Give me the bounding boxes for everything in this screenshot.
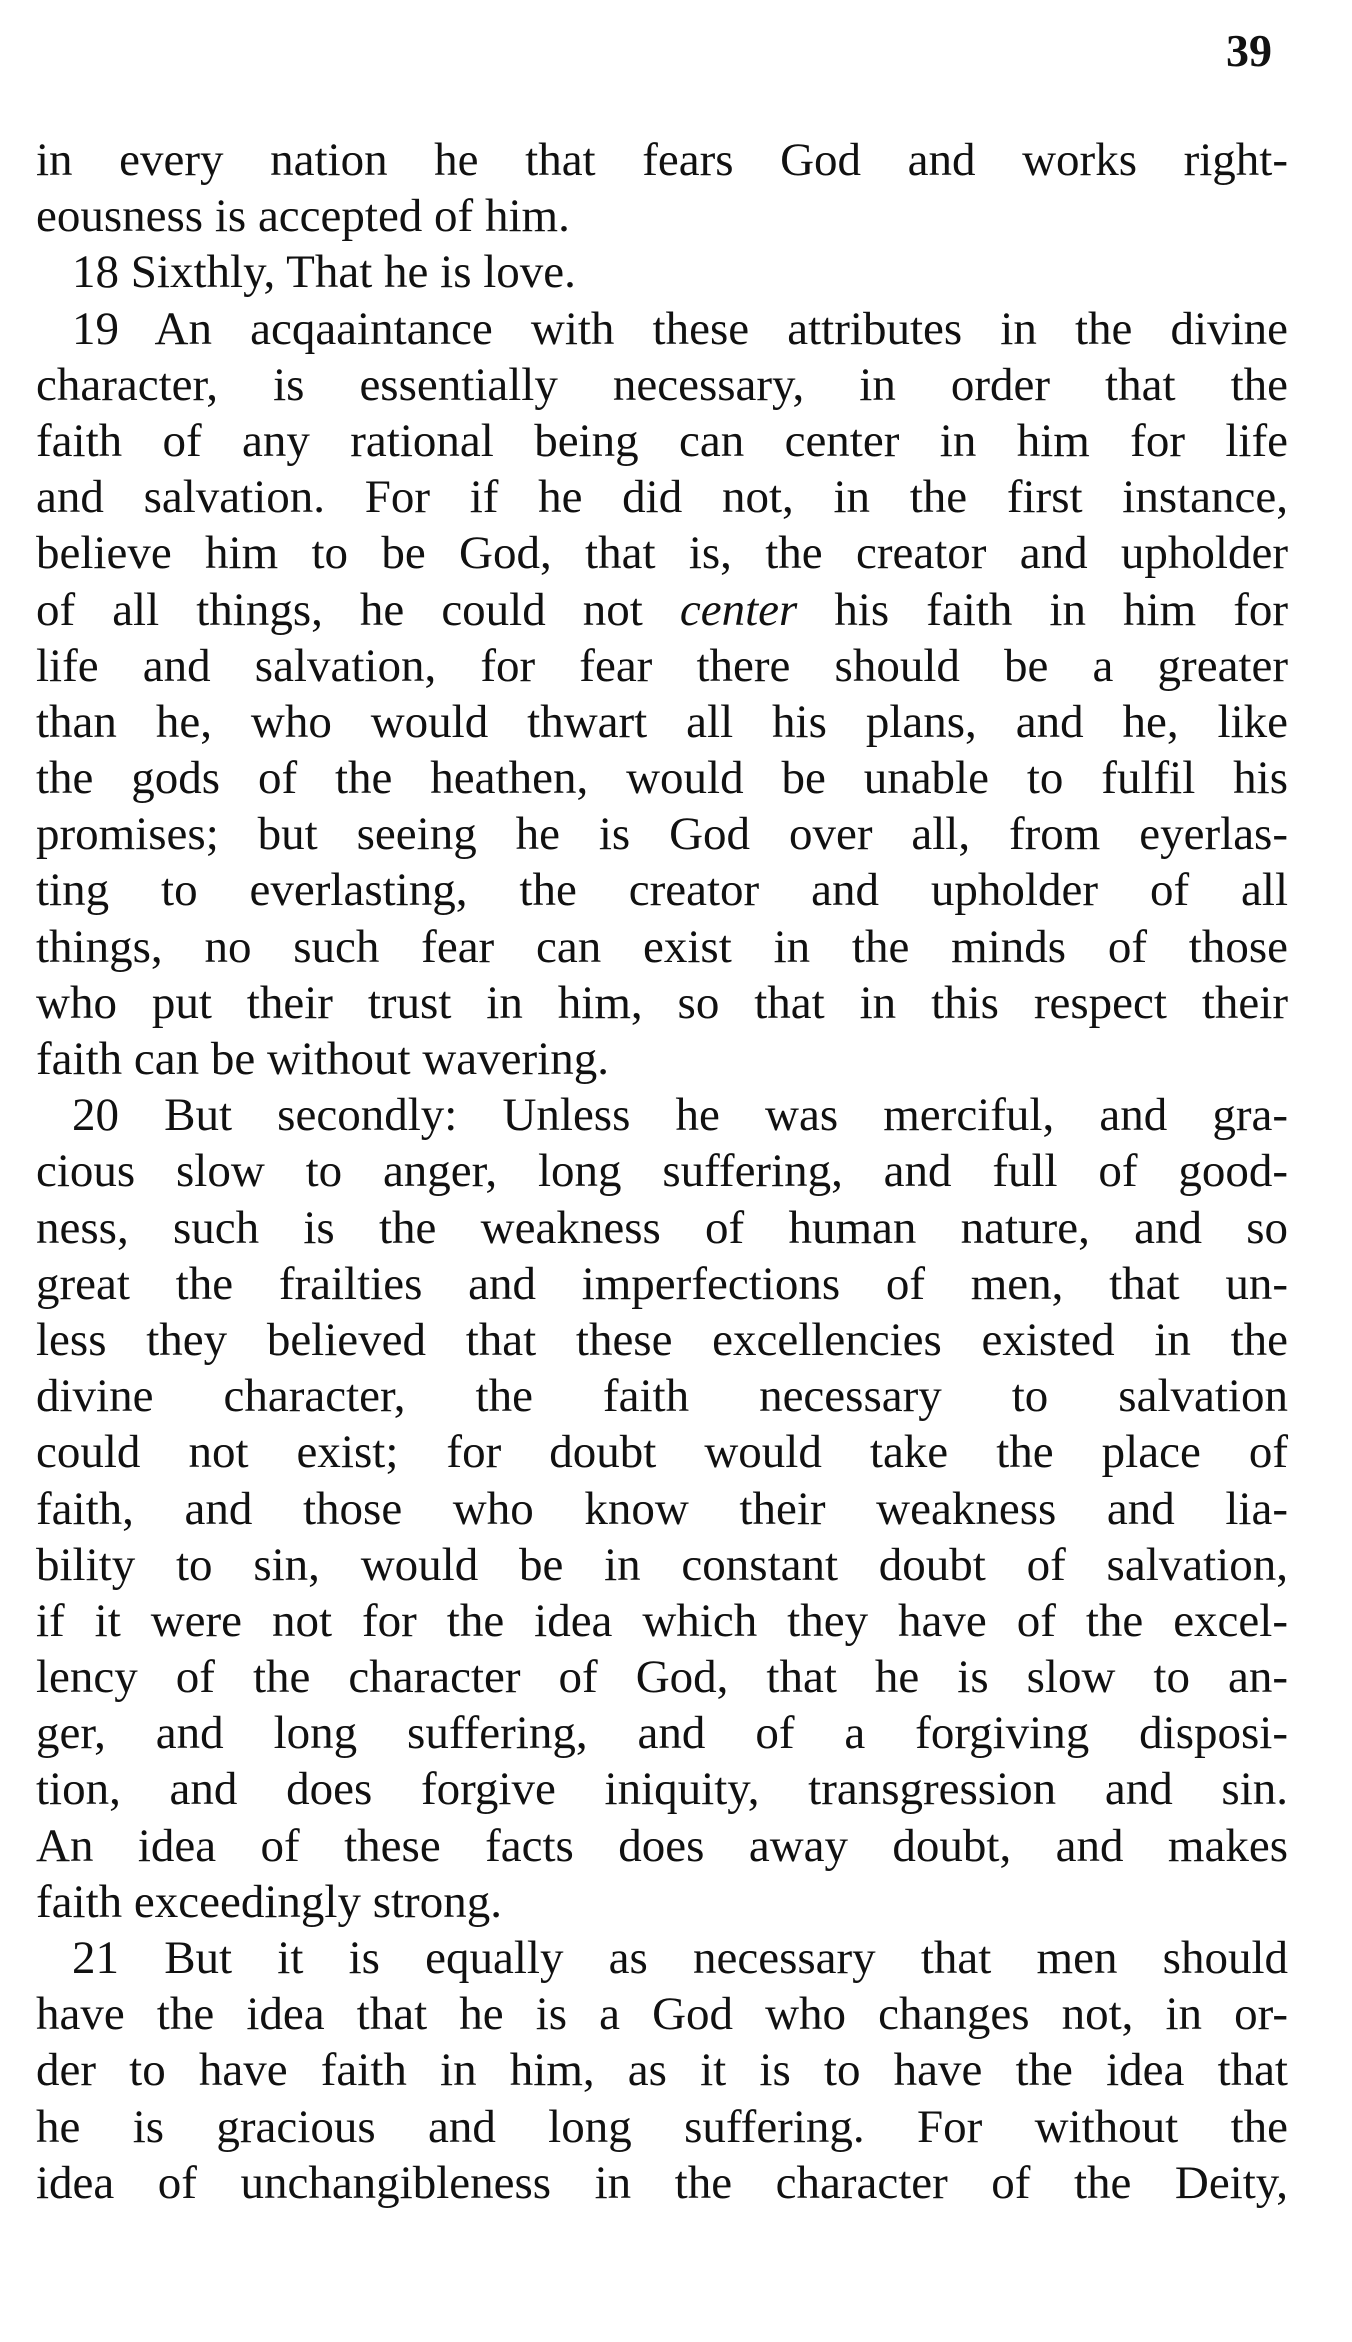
text-line: 19 An acqaaintance with these attributes in the divine	[72, 302, 1288, 355]
text-line: life and salvation, for fear there should be a greater	[36, 639, 1288, 692]
text-line: tion, and does forgive iniquity, transgression and sin.	[36, 1763, 1288, 1816]
text-line: ger, and long suffering, and of a forgiving disposi-	[36, 1707, 1288, 1760]
text-line: divine character, the faith necessary to salvation	[36, 1370, 1288, 1423]
text-line: promises; but seeing he is God over all, from eyerlas-	[36, 808, 1288, 861]
text-line: faith, and those who know their weakness and lia-	[36, 1482, 1288, 1535]
text-line: eousness is accepted of him.	[36, 190, 570, 243]
text-line: bility to sin, would be in constant doubt of salvation,	[36, 1538, 1288, 1591]
text-line: 20 But secondly: Unless he was merciful, and gra-	[72, 1089, 1288, 1142]
text-line: he is gracious and long suffering. For without the	[36, 2100, 1288, 2153]
text-line: faith exceedingly strong.	[36, 1875, 502, 1928]
text-line: great the frailties and imperfections of men, that un-	[36, 1257, 1288, 1310]
text-line: if it were not for the idea which they have of the excel-	[36, 1594, 1288, 1647]
text-line: than he, who would thwart all his plans, and he, like	[36, 695, 1288, 748]
page-number: 39	[1226, 25, 1272, 76]
text-line: idea of unchangibleness in the character of the Deity,	[36, 2156, 1288, 2209]
body-text	[36, 132, 1288, 2211]
text-line: 21 But it is equally as necessary that men should	[72, 1932, 1288, 1984]
text-line: lency of the character of God, that he is slow to an-	[36, 1651, 1288, 1704]
text-line: could not exist; for doubt would take the place of	[36, 1426, 1288, 1479]
text-line: faith of any rational being can center in him for life	[36, 414, 1288, 467]
text-line: ness, such is the weakness of human nature, and so	[36, 1201, 1288, 1254]
text-line: of all things, he could not center his faith in him for	[36, 583, 1288, 636]
text-line: believe him to be God, that is, the creator and upholder	[36, 527, 1288, 580]
text-line: things, no such fear can exist in the minds of those	[36, 920, 1288, 973]
text-line: 18 Sixthly, That he is love.	[72, 246, 576, 299]
italic-emphasis: center	[679, 583, 798, 636]
text-line: cious slow to anger, long suffering, and full of good-	[36, 1145, 1288, 1198]
text-line: ting to everlasting, the creator and upholder of all	[36, 864, 1288, 917]
text-line: in every nation he that fears God and works right-	[36, 134, 1288, 186]
text-line: the gods of the heathen, would be unable to fulfil his	[36, 752, 1288, 805]
text-line: who put their trust in him, so that in this respect their	[36, 976, 1288, 1029]
text-line: der to have faith in him, as it is to have the idea that	[36, 2044, 1288, 2097]
text-line: less they believed that these excellencies existed in the	[36, 1313, 1288, 1366]
text-line: have the idea that he is a God who changes not, in or-	[36, 1988, 1288, 2041]
text-line: character, is essentially necessary, in order that the	[36, 358, 1288, 411]
text-line: and salvation. For if he did not, in the first instance,	[36, 471, 1288, 524]
text-line: faith can be without wavering.	[36, 1033, 609, 1085]
text-line: An idea of these facts does away doubt, and makes	[36, 1819, 1288, 1872]
